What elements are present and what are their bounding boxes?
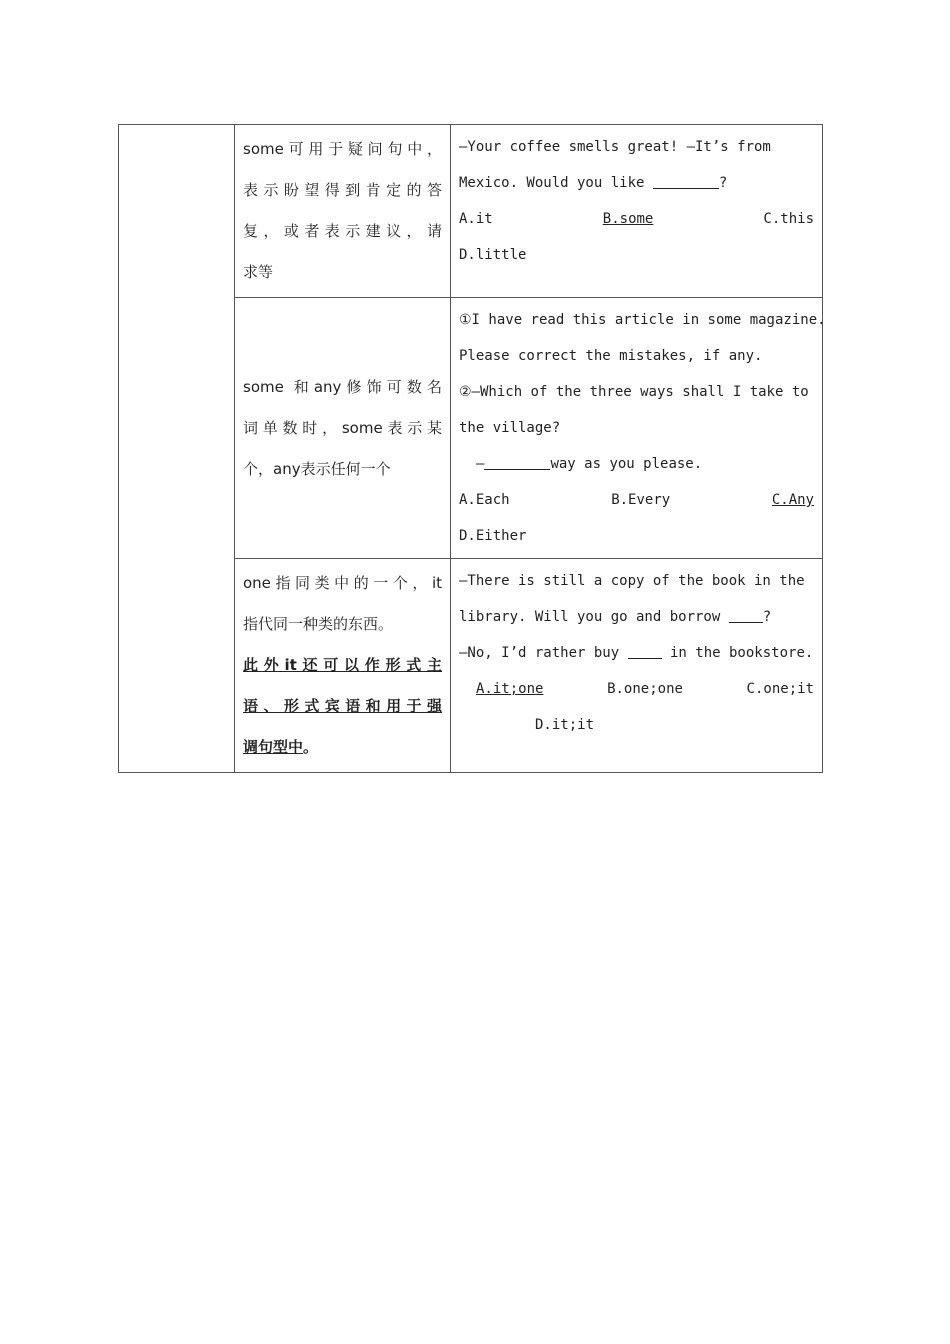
usage-cell [235,559,451,773]
option-c: C.one;it [746,681,814,697]
usage-line: 求等 [243,263,274,281]
question-text: Mexico. Would you like [459,175,653,191]
option-d: D.little [459,247,527,263]
usage-bold-text: 调句型中 [243,738,304,756]
question-line: ①I have read this article in some magazine. [459,312,826,328]
usage-line: 复，或者表示建议，请 [243,222,442,240]
grammar-table [118,124,826,773]
question-text: library. Will you go and borrow [459,609,729,625]
usage-end: 。 [303,738,319,756]
answer-text: way as you please. [550,456,703,472]
question-line [459,599,814,635]
option-a: A.Each [459,492,510,508]
question-text: ? [762,609,772,625]
answer-blank [729,608,763,623]
usage-line: 表示盼望得到肯定的答 [243,181,442,199]
answer-blank [484,455,550,470]
answer-text: — [476,456,485,472]
question-line: —There is still a copy of the book in the [459,573,805,589]
answer-line [459,446,814,482]
option-c-correct: C.Any [771,492,814,508]
option-c: C.this [763,211,814,227]
table-row [119,125,823,298]
options-row [459,201,814,237]
usage-line: 指代同一种类的东西。 [243,615,394,633]
options-row [459,671,814,707]
usage-line: one指同类中的一个，it [243,574,442,592]
question-text: —No, I’d rather buy [459,645,628,661]
option-b-correct: B.some [602,211,654,227]
example-cell [451,298,826,559]
category-cell [119,125,235,773]
usage-cell [235,298,451,559]
usage-line: some可用于疑问句中， [243,140,442,158]
option-d: D.it;it [535,717,595,733]
usage-line [243,727,442,768]
question-line [459,635,814,671]
question-line: the village? [459,420,561,436]
question-line: Please correct the mistakes, if any. [459,348,763,364]
question-line: ②—Which of the three ways shall I take to [459,384,809,400]
usage-line: some 和any修饰可数名 [243,377,442,396]
option-d: D.Either [459,528,527,544]
usage-cell [235,125,451,298]
example-cell [451,125,823,298]
question-line [459,165,814,201]
option-b: B.one;one [607,681,683,697]
question-text: ? [718,175,728,191]
usage-bold-line: 此外it还可以作形式主 [243,656,442,674]
option-b: B.Every [611,492,671,508]
option-a: A.it [459,211,493,227]
question-text: in the bookstore. [661,645,814,661]
answer-blank [653,174,719,189]
question-line: —Your coffee smells great! —It’s from [459,139,771,155]
options-row [459,482,814,518]
usage-line: 个，any表示任何一个 [243,459,391,478]
answer-blank [628,644,662,659]
option-a-correct: A.it;one [476,681,544,697]
example-cell [451,559,823,773]
usage-bold-line: 语、形式宾语和用于强 [243,697,442,715]
usage-line: 词单数时，some表示某 [243,418,442,437]
